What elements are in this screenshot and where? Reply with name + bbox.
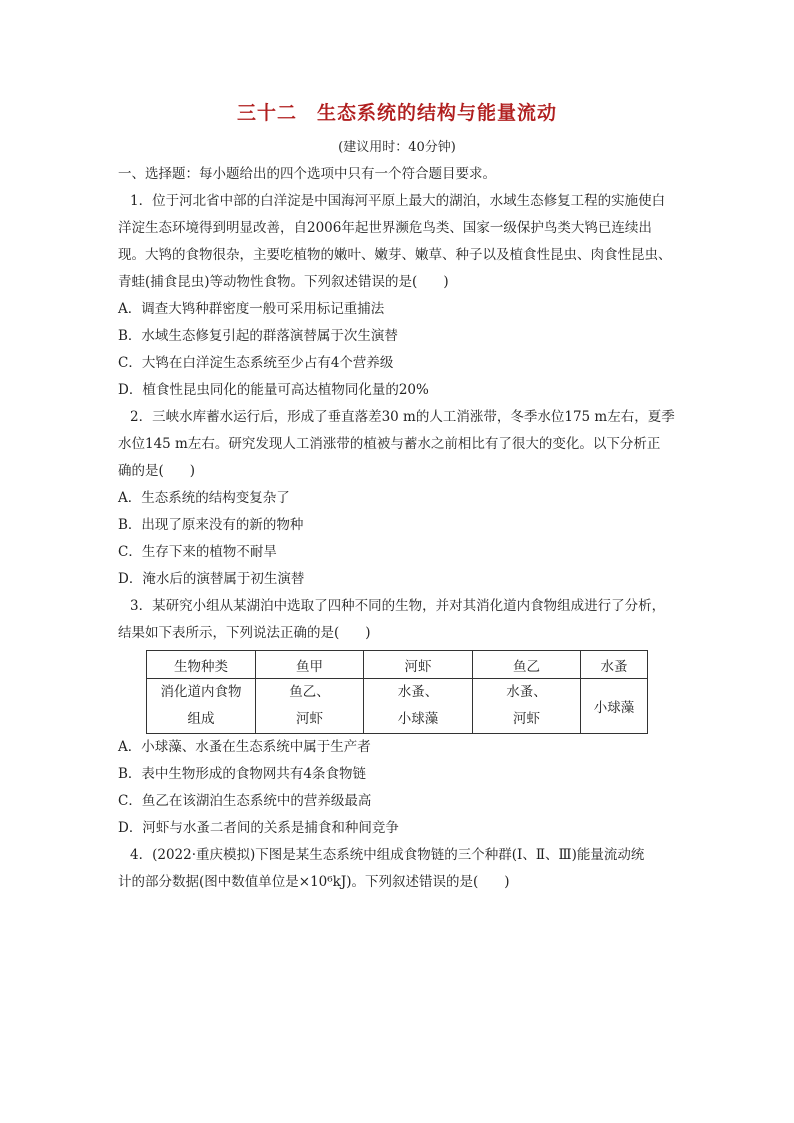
table-cell: 水蚤、 小球藻 <box>364 679 473 734</box>
time-note: (建议用时：40分钟) <box>338 140 456 155</box>
q2-option-c: C．生存下来的植物不耐旱 <box>118 544 277 560</box>
q2-option-d: D．淹水后的演替属于初生演替 <box>118 571 305 587</box>
q3-option-d: D．河虾与水蚤二者间的关系是捕食和种间竞争 <box>118 820 399 836</box>
q4-line: 4．(2022·重庆模拟)下图是某生态系统中组成食物链的三个种群(Ⅰ、Ⅱ、Ⅲ)能量流动统 <box>130 847 645 863</box>
table-header-cell: 生物种类 <box>147 651 256 679</box>
q2-line: 确的是( ) <box>118 463 196 479</box>
q1-option-d: D．植食性昆虫同化的能量可高达植物同化量的20% <box>118 382 429 398</box>
table-cell: 鱼乙、 河虾 <box>256 679 364 734</box>
table-row-label: 消化道内食物 组成 <box>147 679 256 734</box>
table-header-cell: 水蚤 <box>581 651 648 679</box>
q1-line: 1．位于河北省中部的白洋淀是中国海河平原上最大的湖泊，水域生态修复工程的实施使白 <box>130 193 666 209</box>
q3-option-a: A．小球藻、水蚤在生态系统中属于生产者 <box>118 739 371 755</box>
q1-line: 现。大鸨的食物很杂，主要吃植物的嫩叶、嫩芽、嫩草、种子以及植食性昆虫、肉食性昆虫、 <box>118 247 672 263</box>
table-row <box>147 679 648 734</box>
q1-option-a: A．调查大鸨种群密度一般可采用标记重捕法 <box>118 301 385 317</box>
q1-line: 青蛙(捕食昆虫)等动物性食物。下列叙述错误的是( ) <box>118 274 449 290</box>
table-header-cell: 鱼甲 <box>256 651 364 679</box>
table-header-row <box>147 651 648 679</box>
table-header-cell: 河虾 <box>364 651 473 679</box>
table-cell: 小球藻 <box>581 679 648 734</box>
q2-line: 水位145 m左右。研究发现人工消涨带的植被与蓄水之前相比有了很大的变化。以下分析正 <box>118 436 661 452</box>
section-heading: 一、选择题：每小题给出的四个选项中只有一个符合题目要求。 <box>118 166 496 182</box>
q4-line: 计的部分数据(图中数值单位是×10⁶kJ)。下列叙述错误的是( ) <box>118 874 510 890</box>
table-header-cell: 鱼乙 <box>473 651 581 679</box>
q2-option-b: B．出现了原来没有的新的物种 <box>118 517 304 533</box>
food-composition-table <box>146 650 648 734</box>
q1-line: 洋淀生态环境得到明显改善，自2006年起世界濒危鸟类、国家一级保护鸟类大鸨已连续出 <box>118 220 652 236</box>
page-title: 三十二 生态系统的结构与能量流动 <box>236 102 557 124</box>
q1-option-c: C．大鸨在白洋淀生态系统至少占有4个营养级 <box>118 355 394 371</box>
q2-line: 2．三峡水库蓄水运行后，形成了垂直落差30 m的人工消涨带，冬季水位175 m左右，夏季 <box>130 409 675 425</box>
q3-option-b: B．表中生物形成的食物网共有4条食物链 <box>118 766 367 782</box>
q3-line: 3．某研究小组从某湖泊中选取了四种不同的生物，并对其消化道内食物组成进行了分析， <box>130 598 666 614</box>
q2-option-a: A．生态系统的结构变复杂了 <box>118 490 290 506</box>
q3-line: 结果如下表所示，下列说法正确的是( ) <box>118 625 371 641</box>
q1-option-b: B．水域生态修复引起的群落演替属于次生演替 <box>118 328 398 344</box>
q3-option-c: C．鱼乙在该湖泊生态系统中的营养级最高 <box>118 793 372 809</box>
table-cell: 水蚤、 河虾 <box>473 679 581 734</box>
